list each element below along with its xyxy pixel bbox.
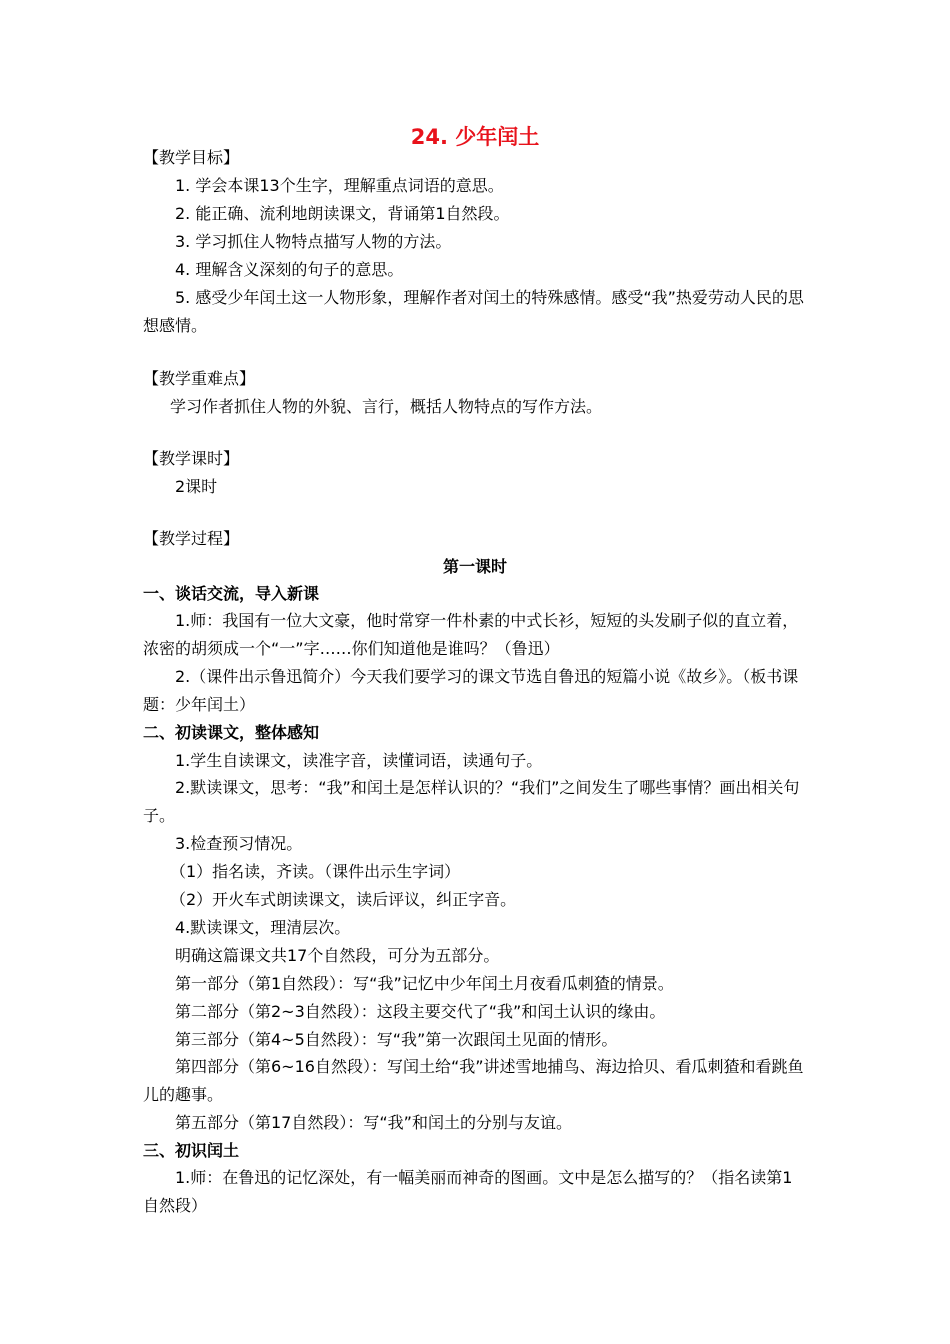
goals-heading: 【教学目标】	[143, 148, 240, 167]
hours-heading: 【教学课时】	[143, 449, 240, 468]
part-5: 第五部分（第17自然段）：写“我”和闰土的分别与友谊。	[175, 1113, 572, 1132]
goal-item-4: 4. 理解含义深刻的句子的意思。	[175, 260, 404, 279]
process-heading: 【教学过程】	[143, 529, 240, 548]
part-4: 第四部分（第6~16自然段）：写闰土给“我”讲述雪地捕鸟、海边拾贝、看瓜刺猹和看跳鱼儿的趣事。	[143, 1057, 804, 1104]
section-2-paragraph-5: 明确这篇课文共17个自然段，可分为五部分。	[175, 946, 500, 965]
goal-item-1: 1. 学会本课13个生字，理解重点词语的意思。	[175, 176, 504, 195]
goal-item-3: 3. 学习抓住人物特点描写人物的方法。	[175, 232, 452, 251]
section-2-paragraph-2: 2.默读课文，思考：“我”和闰土是怎样认识的？“我们”之间发生了哪些事情？画出相关句子。	[143, 778, 800, 825]
section-2-item-3b: （2）开火车式朗读课文，读后评议，纠正字音。	[170, 890, 517, 909]
lesson-title: 24. 少年闰土	[410, 125, 540, 149]
part-3: 第三部分（第4~5自然段）：写“我”第一次跟闰土见面的情形。	[175, 1030, 618, 1049]
section-2-item-3a: （1）指名读，齐读。（课件出示生字词）	[170, 862, 461, 881]
goal-item-5: 5. 感受少年闰土这一人物形象，理解作者对闰土的特殊感情。感受“我”热爱劳动人民的思想感情。	[143, 288, 804, 335]
section-3-heading: 三、初识闰土	[143, 1141, 240, 1160]
goal-item-2: 2. 能正确、流利地朗读课文，背诵第1自然段。	[175, 204, 510, 223]
section-2-paragraph-1: 1.学生自读课文，读准字音，读懂词语，读通句子。	[175, 751, 543, 770]
section-2-heading: 二、初读课文，整体感知	[143, 723, 320, 742]
hours-text: 2课时	[175, 477, 218, 496]
section-3-paragraph-1: 1.师：在鲁迅的记忆深处，有一幅美丽而神奇的图画。文中是怎么描写的？（指名读第1自然段）	[143, 1168, 793, 1215]
section-1-paragraph-1: 1.师：我国有一位大文豪，他时常穿一件朴素的中式长衫，短短的头发刷子似的直立着，浓密的胡须成一个“一”字……你们知道他是谁吗？（鲁迅）	[143, 611, 799, 658]
key-points-text: 学习作者抓住人物的外貌、言行，概括人物特点的写作方法。	[170, 397, 603, 416]
part-1: 第一部分（第1自然段）：写“我”记忆中少年闰土月夜看瓜刺猹的情景。	[175, 974, 674, 993]
section-1-paragraph-2: 2.（课件出示鲁迅简介）今天我们要学习的课文节选自鲁迅的短篇小说《故乡》。（板书课题：少年闰土）	[143, 667, 799, 714]
key-points-heading: 【教学重难点】	[143, 369, 256, 388]
section-2-paragraph-4: 4.默读课文，理清层次。	[175, 918, 351, 937]
lesson-1-heading: 第一课时	[442, 557, 507, 576]
section-1-heading: 一、谈话交流，导入新课	[143, 584, 320, 603]
part-2: 第二部分（第2~3自然段）：这段主要交代了“我”和闰土认识的缘由。	[175, 1002, 666, 1021]
section-2-paragraph-3: 3.检查预习情况。	[175, 834, 303, 853]
